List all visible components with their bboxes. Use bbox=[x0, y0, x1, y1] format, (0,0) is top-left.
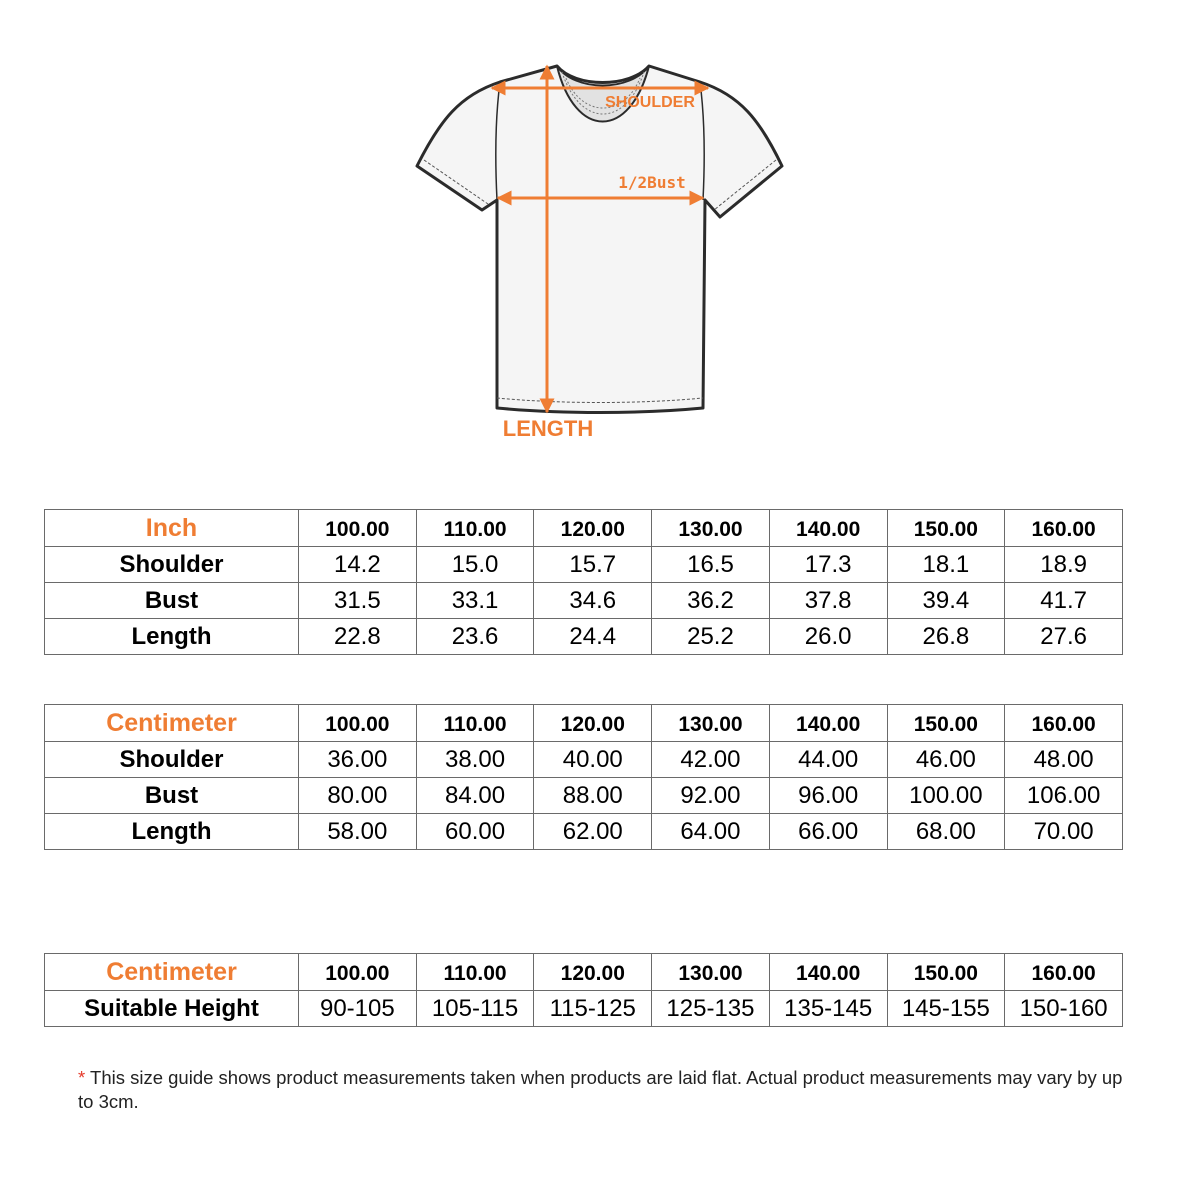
bust-label: 1/2Bust bbox=[618, 173, 686, 192]
table-cell: 34.6 bbox=[534, 583, 652, 619]
table-row bbox=[45, 619, 1123, 655]
table-cell: 106.00 bbox=[1005, 778, 1123, 814]
table-cell: 33.1 bbox=[416, 583, 534, 619]
size-header: 150.00 bbox=[887, 510, 1005, 547]
size-header: 100.00 bbox=[299, 510, 417, 547]
table-row bbox=[45, 742, 1123, 778]
table-cell: 18.9 bbox=[1005, 547, 1123, 583]
table-row bbox=[45, 814, 1123, 850]
table-cell: 27.6 bbox=[1005, 619, 1123, 655]
size-header: 100.00 bbox=[299, 954, 417, 991]
table-row bbox=[45, 991, 1123, 1027]
table-cell: 14.2 bbox=[299, 547, 417, 583]
size-header: 110.00 bbox=[416, 954, 534, 991]
inch-size-table bbox=[44, 509, 1123, 655]
table-cell: 44.00 bbox=[769, 742, 887, 778]
size-header: 160.00 bbox=[1005, 954, 1123, 991]
row-label: Shoulder bbox=[45, 547, 299, 583]
height-size-table bbox=[44, 953, 1123, 1027]
table-row bbox=[45, 547, 1123, 583]
table-cell: 80.00 bbox=[299, 778, 417, 814]
unit-label: Centimeter bbox=[45, 705, 299, 742]
note-asterisk: * bbox=[78, 1067, 86, 1088]
table-cell: 125-135 bbox=[652, 991, 770, 1027]
table-cell: 92.00 bbox=[652, 778, 770, 814]
size-header: 110.00 bbox=[416, 510, 534, 547]
row-label: Bust bbox=[45, 583, 299, 619]
table-cell: 46.00 bbox=[887, 742, 1005, 778]
table-cell: 24.4 bbox=[534, 619, 652, 655]
table-cell: 150-160 bbox=[1005, 991, 1123, 1027]
size-header: 130.00 bbox=[652, 510, 770, 547]
table-cell: 115-125 bbox=[534, 991, 652, 1027]
table-cell: 105-115 bbox=[416, 991, 534, 1027]
shoulder-label: SHOULDER bbox=[605, 94, 695, 111]
table-cell: 37.8 bbox=[769, 583, 887, 619]
table-cell: 66.00 bbox=[769, 814, 887, 850]
table-cell: 48.00 bbox=[1005, 742, 1123, 778]
table-cell: 25.2 bbox=[652, 619, 770, 655]
table-cell: 42.00 bbox=[652, 742, 770, 778]
table-cell: 40.00 bbox=[534, 742, 652, 778]
table-cell: 39.4 bbox=[887, 583, 1005, 619]
table-cell: 135-145 bbox=[769, 991, 887, 1027]
table-cell: 15.0 bbox=[416, 547, 534, 583]
table-cell: 90-105 bbox=[299, 991, 417, 1027]
table-cell: 31.5 bbox=[299, 583, 417, 619]
table-cell: 15.7 bbox=[534, 547, 652, 583]
size-header: 120.00 bbox=[534, 705, 652, 742]
table-cell: 41.7 bbox=[1005, 583, 1123, 619]
size-header: 150.00 bbox=[887, 954, 1005, 991]
row-label: Bust bbox=[45, 778, 299, 814]
size-header: 140.00 bbox=[769, 510, 887, 547]
table-cell: 96.00 bbox=[769, 778, 887, 814]
size-header: 120.00 bbox=[534, 510, 652, 547]
table-cell: 16.5 bbox=[652, 547, 770, 583]
table-row bbox=[45, 583, 1123, 619]
table-cell: 23.6 bbox=[416, 619, 534, 655]
table-cell: 70.00 bbox=[1005, 814, 1123, 850]
table-cell: 68.00 bbox=[887, 814, 1005, 850]
table-cell: 17.3 bbox=[769, 547, 887, 583]
table-cell: 145-155 bbox=[887, 991, 1005, 1027]
size-header: 150.00 bbox=[887, 705, 1005, 742]
size-header: 140.00 bbox=[769, 954, 887, 991]
size-header: 130.00 bbox=[652, 705, 770, 742]
table-cell: 36.00 bbox=[299, 742, 417, 778]
row-label: Suitable Height bbox=[45, 991, 299, 1027]
table-cell: 38.00 bbox=[416, 742, 534, 778]
size-header: 160.00 bbox=[1005, 510, 1123, 547]
note-text: This size guide shows product measurements taken when products are laid flat. Actual product measurements may vary by up to 3cm. bbox=[78, 1067, 1123, 1112]
row-label: Length bbox=[45, 619, 299, 655]
table-cell: 64.00 bbox=[652, 814, 770, 850]
table-header-row bbox=[45, 510, 1123, 547]
cm-size-table bbox=[44, 704, 1123, 850]
size-header: 130.00 bbox=[652, 954, 770, 991]
table-cell: 84.00 bbox=[416, 778, 534, 814]
size-header: 160.00 bbox=[1005, 705, 1123, 742]
tshirt-diagram bbox=[400, 55, 800, 445]
size-note bbox=[78, 1066, 1138, 1114]
table-cell: 100.00 bbox=[887, 778, 1005, 814]
size-header: 120.00 bbox=[534, 954, 652, 991]
table-cell: 18.1 bbox=[887, 547, 1005, 583]
table-cell: 36.2 bbox=[652, 583, 770, 619]
size-header: 140.00 bbox=[769, 705, 887, 742]
table-cell: 26.0 bbox=[769, 619, 887, 655]
unit-label: Inch bbox=[45, 510, 299, 547]
table-cell: 62.00 bbox=[534, 814, 652, 850]
table-cell: 58.00 bbox=[299, 814, 417, 850]
table-header-row bbox=[45, 705, 1123, 742]
row-label: Length bbox=[45, 814, 299, 850]
size-header: 100.00 bbox=[299, 705, 417, 742]
size-header: 110.00 bbox=[416, 705, 534, 742]
table-cell: 88.00 bbox=[534, 778, 652, 814]
row-label: Shoulder bbox=[45, 742, 299, 778]
table-header-row bbox=[45, 954, 1123, 991]
unit-label: Centimeter bbox=[45, 954, 299, 991]
length-label: LENGTH bbox=[502, 416, 594, 441]
table-cell: 22.8 bbox=[299, 619, 417, 655]
table-row bbox=[45, 778, 1123, 814]
table-cell: 26.8 bbox=[887, 619, 1005, 655]
table-cell: 60.00 bbox=[416, 814, 534, 850]
